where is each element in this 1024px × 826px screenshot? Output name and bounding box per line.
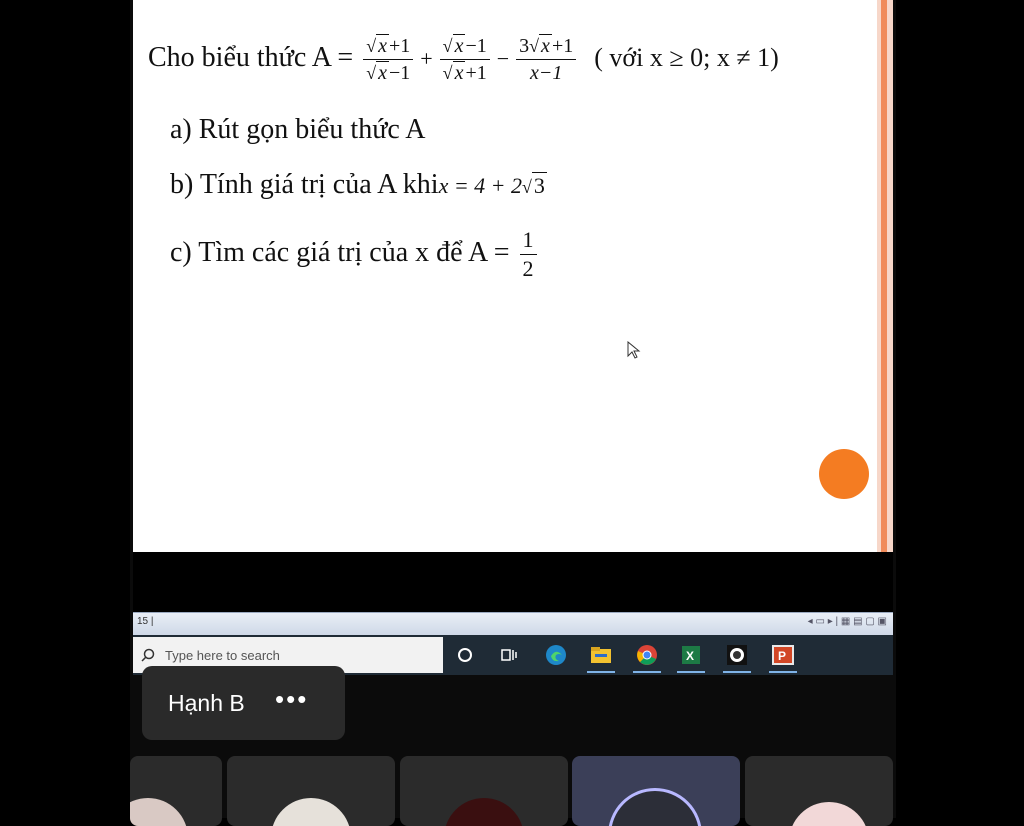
participant-tile[interactable]	[400, 756, 568, 826]
chrome-icon[interactable]	[635, 643, 659, 667]
file-explorer-icon[interactable]	[589, 643, 613, 667]
powerpoint-icon[interactable]	[771, 643, 795, 667]
mouse-pointer-icon	[627, 341, 641, 359]
part-a: a) Rút gọn biểu thức A	[170, 114, 426, 145]
avatar	[130, 798, 188, 826]
participant-tile[interactable]	[745, 756, 893, 826]
part-c: c) Tìm các giá trị của x để A = $\frac{1}{2}$	[170, 228, 540, 281]
recording-indicator-dot	[819, 449, 869, 499]
part-b: b) Tính giá trị của A khix = 4 + 2√3	[170, 169, 545, 200]
more-options-button[interactable]: •••	[275, 684, 309, 714]
task-view-icon[interactable]	[497, 643, 521, 667]
avatar	[608, 788, 702, 826]
avatar	[444, 798, 524, 826]
fraction-3: $\frac{3√ x +1}{x-1}$	[516, 35, 576, 84]
powerpoint-status-bar	[133, 612, 893, 635]
avatar	[271, 798, 351, 826]
participant-name: Hạnh B	[168, 690, 245, 716]
running-indicator	[769, 671, 797, 673]
avatar	[789, 802, 869, 826]
expression-line: Cho biểu thức A = $\frac{√ x +1}{√ x -1}$ + $\frac{√ x -1}{√ x +1}$ − $\frac{3√ x +1}{x-1}$ ( với x ≥ 0; x ≠ 1)	[148, 35, 779, 84]
edge-icon[interactable]	[544, 643, 568, 667]
shared-slide	[133, 0, 893, 552]
running-indicator	[633, 671, 661, 673]
svg-text:X: X	[686, 649, 695, 663]
participant-tile-active[interactable]	[572, 756, 740, 826]
svg-text:P: P	[778, 649, 787, 663]
obs-icon[interactable]	[725, 643, 749, 667]
cortana-icon[interactable]	[453, 643, 477, 667]
fraction-half: $\frac{1}{2}$	[520, 228, 537, 281]
expression-intro: Cho biểu thức A =	[148, 41, 354, 73]
participant-tile[interactable]	[130, 756, 222, 826]
running-indicator	[677, 671, 705, 673]
fraction-1: $\frac{√ x +1}{√ x -1}$	[363, 35, 413, 84]
search-icon	[141, 648, 155, 662]
running-indicator	[723, 671, 751, 673]
running-indicator	[587, 671, 615, 673]
excel-icon[interactable]	[679, 643, 703, 667]
fraction-2: $\frac{√ x -1}{√ x +1}$	[440, 35, 490, 84]
slide-number: 15 |	[137, 616, 154, 627]
slide-bottom-band	[133, 552, 893, 612]
view-controls[interactable]: ◂ ▭ ▸ | ▦ ▤ ▢ ▣	[807, 616, 887, 627]
participant-tile[interactable]	[227, 756, 395, 826]
slide-accent-stripe	[881, 0, 887, 552]
search-placeholder: Type here to search	[165, 647, 280, 663]
participant-name-chip	[142, 666, 345, 740]
domain-condition: ( với x ≥ 0; x ≠ 1)	[594, 42, 779, 72]
